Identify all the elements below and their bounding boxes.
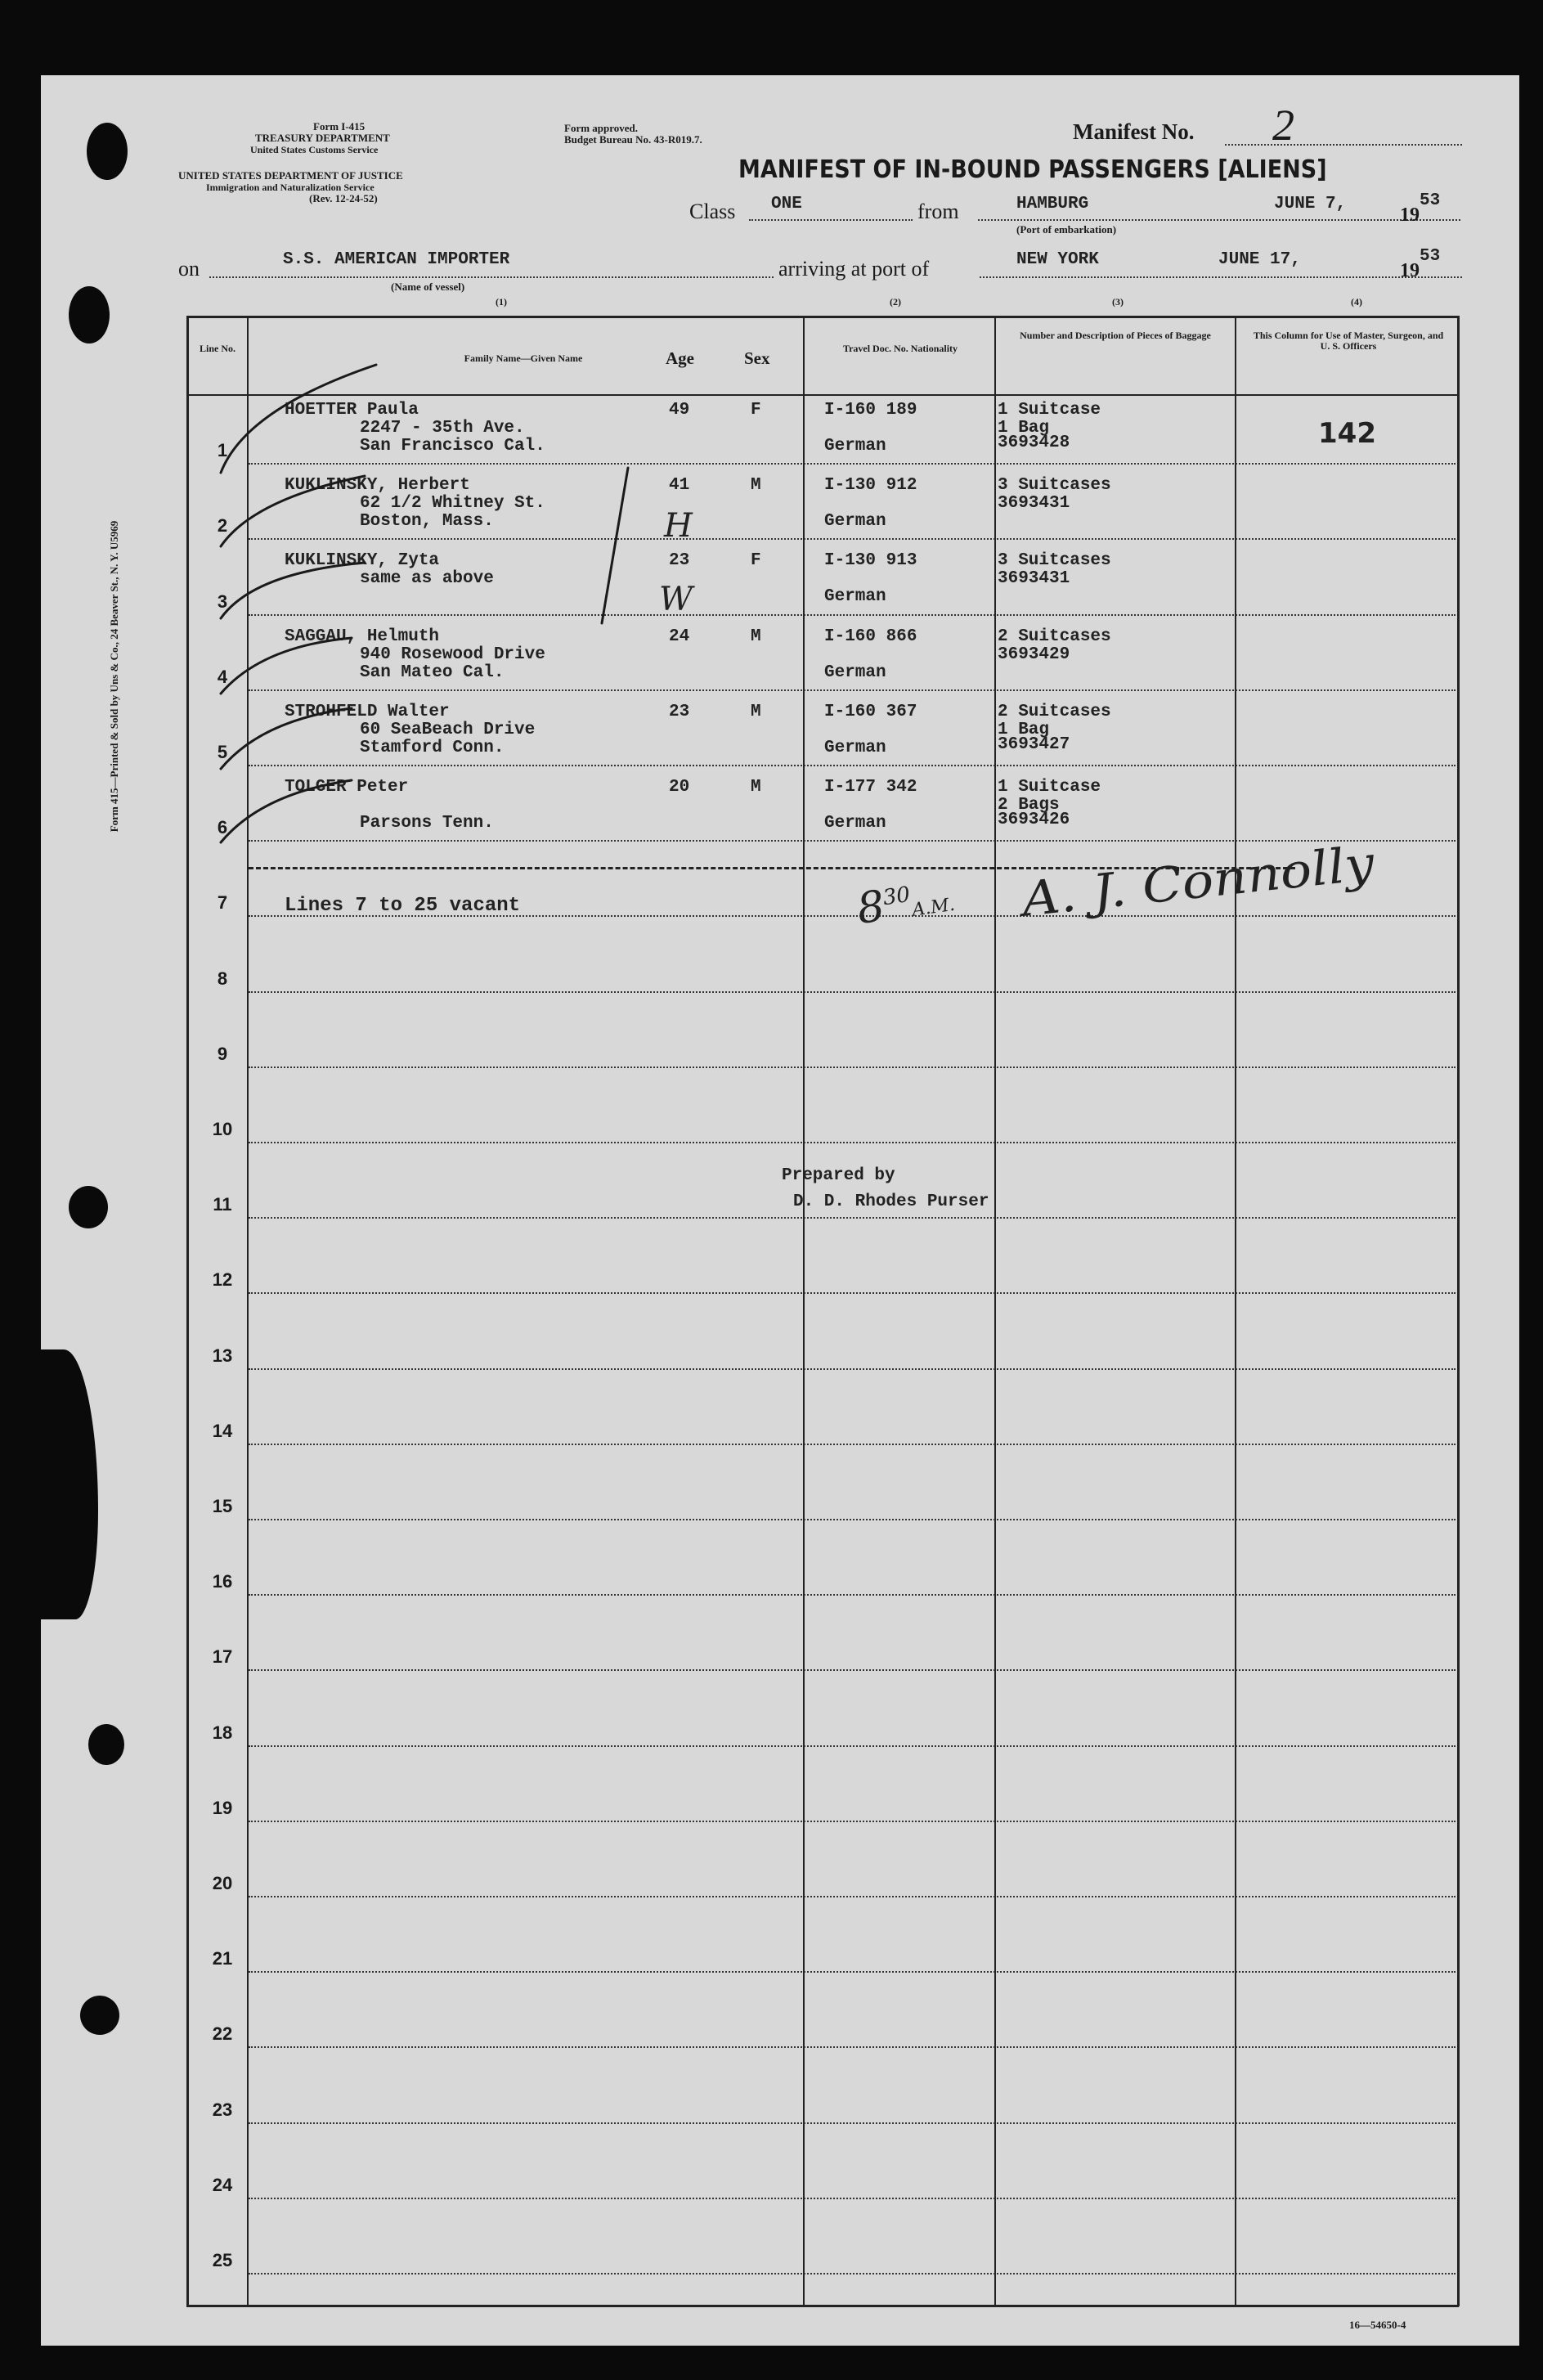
passenger-name: HOETTER Paula	[285, 401, 419, 420]
passenger-age: 49	[669, 401, 690, 420]
travel-doc-no: I-177 342	[824, 778, 917, 797]
row-rule	[249, 991, 1456, 993]
depart-year-prefix: 19	[1400, 204, 1420, 226]
row-rule	[249, 1368, 1456, 1370]
table-top-border	[186, 316, 1459, 318]
manifest-no-value: 2	[1272, 101, 1294, 150]
row-rule	[249, 1067, 1456, 1068]
nationality: German	[824, 512, 886, 532]
nationality: German	[824, 738, 886, 757]
line-number: 12	[212, 1269, 233, 1291]
baggage-line1: 3 Suitcases	[998, 476, 1111, 496]
vessel-note: (Name of vessel)	[391, 281, 465, 293]
line-number: 20	[212, 1873, 233, 1893]
baggage-line2: 2 Bags	[998, 796, 1060, 815]
travel-doc-no: I-160 189	[824, 401, 917, 420]
row-rule	[249, 1745, 1456, 1747]
passenger-address-line1: 940 Rosewood Drive	[360, 644, 545, 664]
preparer-name: D. D. Rhodes Purser	[793, 1192, 989, 1211]
embark-note: (Port of embarkation)	[1016, 223, 1117, 236]
line-number: 10	[212, 1119, 233, 1139]
line-number: 21	[212, 1948, 233, 1969]
line-number: 17	[212, 1646, 233, 1668]
passenger-address-line2: Boston, Mass.	[360, 512, 494, 532]
arrival-line	[980, 276, 1462, 278]
line-number: 6	[217, 817, 228, 838]
passenger-address-line2: Parsons Tenn.	[360, 814, 494, 833]
manifest-no-label: Manifest No.	[1073, 119, 1195, 144]
line-number: 4	[217, 666, 228, 687]
form-id: Form I-415	[313, 120, 366, 132]
line-number: 19	[212, 1797, 233, 1818]
row-rule	[249, 1594, 1456, 1596]
baggage-line2: 3693431	[998, 569, 1070, 589]
arrival-port: NEW YORK	[1016, 250, 1099, 269]
line-number: 16	[212, 1571, 233, 1592]
passenger-address-line1: 60 SeaBeach Drive	[360, 720, 536, 739]
time-minutes: 30	[881, 882, 912, 911]
passenger-age: 41	[669, 476, 690, 496]
punch-hole	[69, 286, 110, 344]
form-approved: Form approved.	[564, 122, 639, 134]
passenger-age: 23	[669, 702, 690, 721]
passenger-name: TOLGER Peter	[285, 778, 409, 797]
line-number: 24	[212, 2174, 233, 2195]
header-line-no: Line No.	[199, 343, 235, 354]
baggage-line1: 2 Suitcases	[998, 702, 1111, 721]
passenger-age: 20	[669, 778, 690, 797]
passenger-address-line1: same as above	[360, 569, 494, 589]
passenger-sex: F	[751, 551, 761, 571]
passenger-age: 24	[669, 626, 690, 646]
passenger-sex: M	[751, 702, 761, 721]
row-rule	[249, 2122, 1456, 2124]
justice-dept: UNITED STATES DEPARTMENT OF JUSTICE	[178, 169, 403, 182]
line-number: 11	[213, 1194, 232, 1215]
col-number-3: (3)	[1112, 296, 1124, 308]
ins-service: Immigration and Naturalization Service	[206, 182, 375, 193]
header-age: Age	[666, 348, 694, 368]
nationality: German	[824, 814, 886, 833]
from-label: from	[917, 200, 959, 223]
depart-year: 53	[1420, 191, 1441, 210]
revision: (Rev. 12-24-52)	[309, 192, 378, 204]
on-label: on	[178, 257, 200, 281]
row-rule	[249, 1821, 1456, 1822]
punch-hole	[87, 123, 128, 180]
class-line	[749, 219, 913, 221]
row-rule	[249, 614, 1456, 616]
baggage-line1: 1 Suitcase	[998, 401, 1101, 420]
header-bottom-border	[186, 394, 1459, 396]
baggage-line2: 1 Bag	[998, 720, 1050, 739]
arrival-date: JUNE 17,	[1218, 250, 1301, 269]
row-rule	[249, 1896, 1456, 1897]
printer-side-note: Form 415—Printed & Sold by Uns & Co., 24 Beaver St., N. Y. U5969	[108, 520, 120, 833]
header-sex: Sex	[744, 348, 770, 368]
travel-doc-no: I-130 913	[824, 551, 917, 571]
arrival-year: 53	[1420, 247, 1441, 266]
baggage-line1: 2 Suitcases	[998, 626, 1111, 646]
manifest-no-line	[1225, 144, 1462, 146]
row-rule	[249, 840, 1456, 842]
passenger-sex: F	[751, 401, 761, 420]
arrival-year-prefix: 19	[1400, 260, 1420, 281]
passenger-sex: M	[751, 476, 761, 496]
line-number: 5	[217, 742, 228, 762]
line-number: 8	[217, 968, 228, 989]
baggage-line3: 3693426	[998, 811, 1070, 829]
class-label: Class	[689, 200, 736, 223]
baggage-line1: 3 Suitcases	[998, 551, 1111, 571]
nationality: German	[824, 437, 886, 456]
line-number: 18	[212, 1722, 233, 1743]
budget-bureau: Budget Bureau No. 43-R019.7.	[564, 133, 702, 146]
table-right-border	[1457, 316, 1460, 2306]
baggage-line2: 3693431	[998, 494, 1070, 514]
line-number: 25	[212, 2250, 233, 2270]
officer-signature: A. J. Connolly	[1019, 834, 1377, 927]
officer-note: 142	[1318, 417, 1376, 450]
header-name: Family Name—Given Name	[464, 353, 583, 364]
passenger-name: KUKLINSKY, Herbert	[285, 476, 470, 496]
passenger-address-line1: 62 1/2 Whitney St.	[360, 494, 545, 514]
row-rule	[249, 1519, 1456, 1520]
passenger-address-line2: San Mateo Cal.	[360, 662, 505, 682]
row-rule	[249, 1292, 1456, 1294]
prepared-by-label: Prepared by	[782, 1166, 895, 1185]
page-title: MANIFEST OF IN-BOUND PASSENGERS [ALIENS]	[738, 155, 1327, 184]
time-suffix: A.M.	[910, 894, 957, 921]
row-rule	[249, 538, 1456, 540]
baggage-line3: 3693427	[998, 734, 1070, 754]
header-officers: This Column for Use of Master, Surgeon, and U. S. Officers	[1253, 330, 1444, 352]
vessel-value: S.S. AMERICAN IMPORTER	[283, 250, 510, 269]
travel-doc-no: I-130 912	[824, 476, 917, 496]
col-number-1: (1)	[496, 296, 507, 308]
row-rule	[249, 2273, 1456, 2274]
line-number: 1	[217, 440, 228, 461]
from-value: HAMBURG	[1016, 195, 1089, 213]
depart-date: JUNE 7,	[1274, 195, 1347, 213]
punch-hole	[88, 1724, 124, 1765]
treasury-dept: TREASURY DEPARTMENT	[255, 132, 390, 144]
col-number-2: (2)	[890, 296, 901, 308]
passenger-name: SAGGAU, Helmuth	[285, 626, 440, 646]
nationality: German	[824, 662, 886, 682]
baggage-line2: 1 Bag	[998, 419, 1050, 438]
row-rule	[249, 1217, 1456, 1219]
travel-doc-no: I-160 866	[824, 626, 917, 646]
travel-doc-no: I-160 367	[824, 702, 917, 721]
arriving-label: arriving at port of	[778, 257, 930, 281]
class-value: ONE	[771, 195, 802, 213]
line-number: 22	[212, 2023, 233, 2045]
line-number: 13	[212, 1345, 233, 1366]
row-rule	[249, 1444, 1456, 1445]
passenger-address-line1: 2247 - 35th Ave.	[360, 419, 525, 438]
passenger-age: 23	[669, 551, 690, 571]
manifest-page	[41, 75, 1519, 2346]
baggage-line1: 1 Suitcase	[998, 778, 1101, 797]
line-number: 3	[217, 591, 228, 612]
line-number: 9	[217, 1043, 228, 1064]
passenger-sex: M	[751, 626, 761, 646]
table-left-border	[186, 316, 189, 2306]
row-rule	[249, 2198, 1456, 2199]
passenger-sex: M	[751, 778, 761, 797]
table-bottom-border	[186, 2305, 1459, 2307]
line-number: 15	[212, 1496, 233, 1516]
row-rule	[249, 1971, 1456, 1973]
row-rule	[249, 463, 1456, 465]
nationality: German	[824, 587, 886, 607]
line-number: 2	[217, 515, 228, 537]
line-number: 14	[212, 1420, 233, 1441]
baggage-line2: 3693429	[998, 644, 1070, 664]
row-rule	[249, 1142, 1456, 1143]
passenger-address-line2: San Francisco Cal.	[360, 437, 545, 456]
row-rule	[249, 689, 1456, 691]
line-number: 23	[212, 2099, 233, 2120]
vessel-line	[209, 276, 774, 278]
header-baggage: Number and Description of Pieces of Baggage	[1020, 330, 1211, 341]
header-travel-doc: Travel Doc. No. Nationality	[842, 343, 958, 354]
margin-mark-h: H	[664, 507, 693, 545]
row-rule	[249, 2046, 1456, 2048]
from-line	[978, 219, 1460, 221]
passenger-address-line2: Stamford Conn.	[360, 738, 505, 757]
punch-hole	[80, 1996, 119, 2035]
passenger-name: KUKLINSKY, Zyta	[285, 551, 440, 571]
customs-service: United States Customs Service	[250, 144, 379, 155]
punch-hole	[69, 1186, 108, 1228]
footer-code: 16—54650-4	[1349, 2319, 1406, 2331]
margin-mark-w: W	[659, 581, 693, 618]
time-hour: 8	[854, 881, 888, 934]
vacant-note: Lines 7 to 25 vacant	[285, 895, 521, 917]
baggage-line3: 3693428	[998, 433, 1070, 452]
col-number-4: (4)	[1351, 296, 1362, 308]
row-rule	[249, 765, 1456, 766]
row-rule	[249, 1669, 1456, 1671]
line-number: 7	[217, 892, 228, 914]
passenger-name: STROHFELD Walter	[285, 702, 450, 721]
